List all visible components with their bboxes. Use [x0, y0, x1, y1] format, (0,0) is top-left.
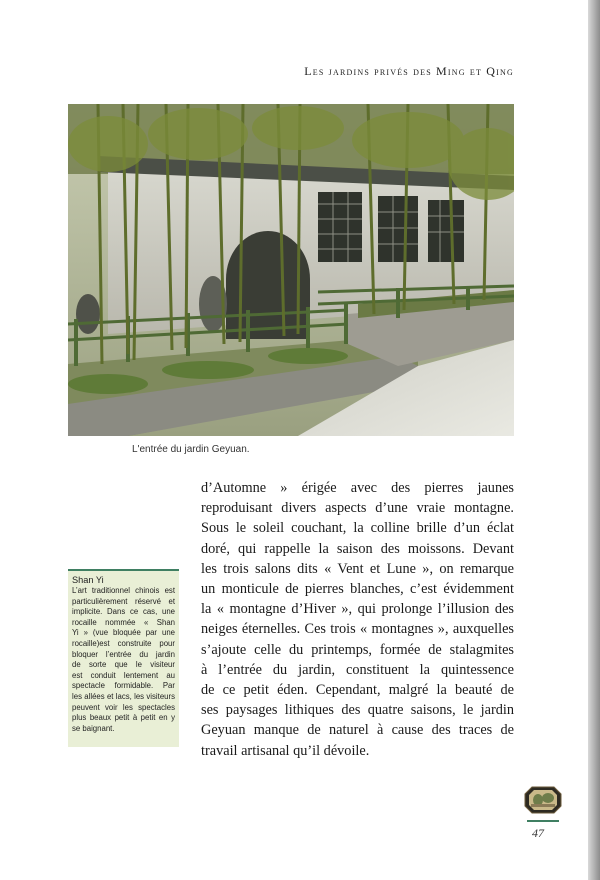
body-line: à l’entrée du jardin, constituent la quintessence — [201, 661, 514, 678]
body-line: doré, qui rappelle la saison des moissons. Devant — [201, 540, 514, 557]
sidebar-line: implicite. Dans ce cas, une — [72, 607, 175, 617]
body-line: travail artisanal qu’il dévoile. — [201, 742, 370, 759]
lattice-window-ornament-icon — [524, 786, 562, 814]
sidebar-line: plus beaux petit à petit en y — [72, 713, 175, 723]
sidebar-line: peuvent voir les spectacles — [72, 702, 175, 712]
body-line: ses paysages lithiques des quatre saisons, le jardin — [201, 702, 514, 719]
body-line: les trois salons dits « Vent et Lune », on remarque — [201, 560, 514, 577]
body-line: de ce petit éden. Cependant, malgré la beauté de — [201, 682, 514, 699]
sidebar-line: spectacle formidable. Par — [72, 681, 175, 691]
sidebar-note — [68, 569, 179, 747]
body-line: s’ajoute celle du printemps, formée de stalagmites — [201, 641, 514, 658]
sidebar-line: L’art traditionnel chinois est — [72, 586, 175, 595]
page-number: 47 — [532, 826, 544, 840]
body-line: neiges éternelles. Ces trois « montagnes », auxquelles — [201, 621, 514, 638]
sidebar-line: bloquer l’entrée du jardin — [72, 649, 175, 659]
folio-rule — [527, 820, 559, 822]
photo-caption: L'entrée du jardin Geyuan. — [132, 444, 250, 455]
body-line: reproduisant divers aspects d’une vraie montagne. — [201, 500, 514, 517]
sidebar-line: se baignant. — [72, 723, 115, 733]
sidebar-line: les allées et lacs, les visiteurs — [72, 691, 175, 701]
running-head: Les jardins privés des Ming et Qing — [304, 64, 514, 78]
sidebar-title: Shan Yi — [72, 575, 104, 585]
body-line: la « montagne d’Hiver », qui prolonge l’illusion des — [201, 601, 514, 618]
body-line: d’Automne » érigée avec des pierres jaunes — [201, 480, 514, 496]
body-line: un monticule de pierres blanches, c’est évidemment — [201, 581, 514, 598]
sidebar-line: rocaille)est construite pour — [72, 638, 175, 648]
sidebar-line: rocaille nommée « Shan — [72, 617, 175, 627]
body-line: Sous le soleil couchant, la colline brille d’un éclat — [201, 520, 514, 537]
sidebar-line: de sorte que le visiteur — [72, 660, 175, 670]
page-edge-shadow — [588, 0, 600, 880]
body-line: Geyuan manque de naturel à cause des traces de — [201, 722, 514, 739]
sidebar-line: est conduit lentement au — [72, 670, 175, 680]
sidebar-line: particulièrement réservé et — [72, 596, 175, 606]
sidebar-body — [72, 586, 175, 734]
sidebar-line: Yi » (vue bloquée par une — [72, 628, 175, 638]
body-text — [201, 478, 514, 761]
garden-photo — [68, 104, 514, 436]
